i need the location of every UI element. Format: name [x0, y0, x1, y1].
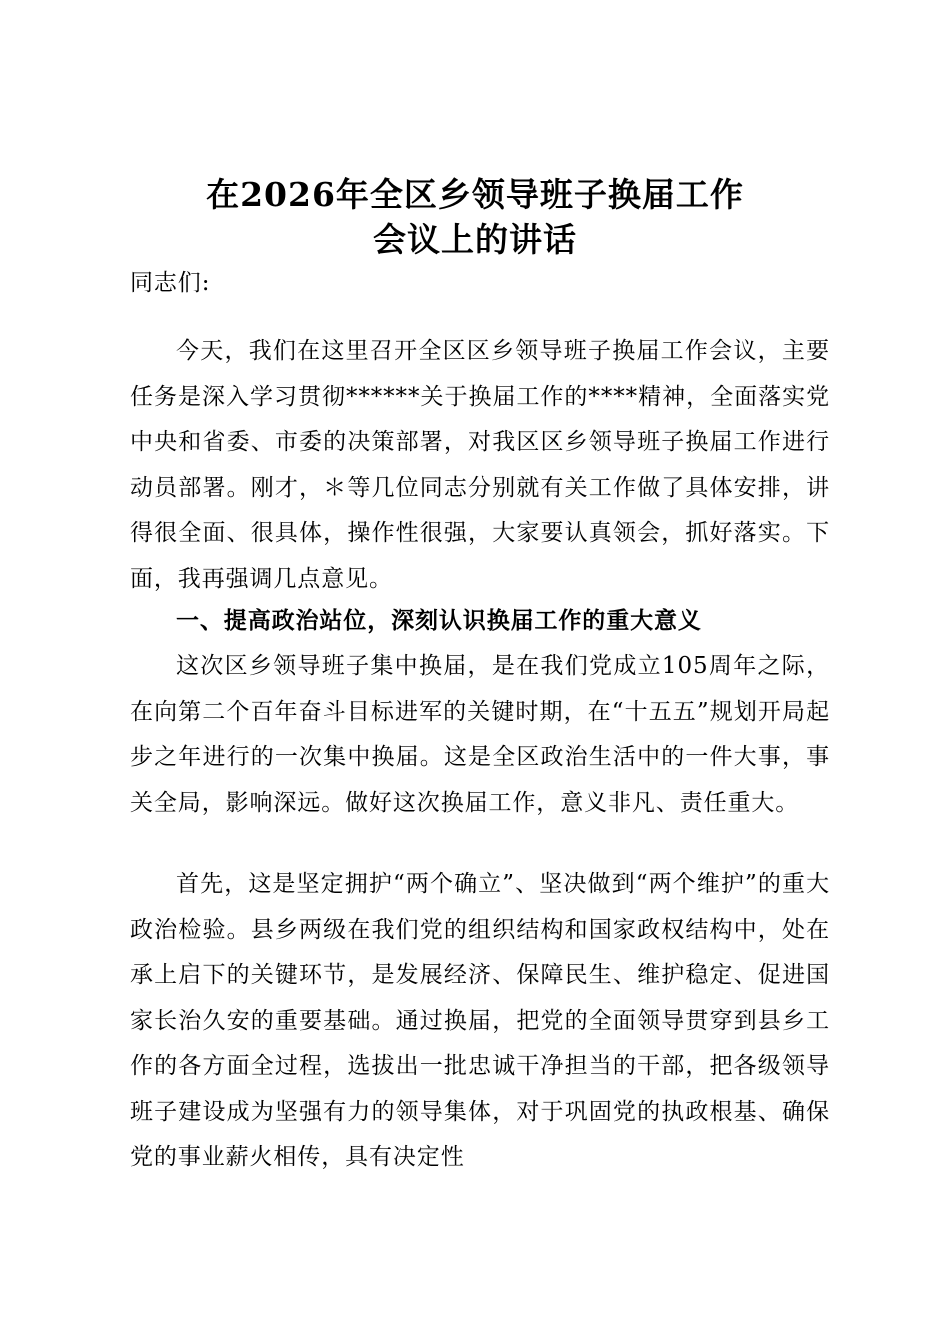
- document-title-line-1: 在2026年全区乡领导班子换届工作: [206, 175, 744, 214]
- section1-paragraph-2: 首先，这是坚定拥护“两个确立”、坚决做到“两个维护”的重大政治检验。县乡两级在我们党的组织结构和国家政权结构中，处在承上启下的关键环节，是发展经济、保障民生、维护稳定、促进国家长治久安的重要基础。通过换届，把党的全面领导贯穿到县乡工作的各方面全过程，选拔出一批忠诚干净担当的干部，把各级领导班子建设成为坚强有力的领导集体，对于巩固党的执政根基、确保党的事业薪火相传，具有决定性: [130, 871, 830, 1170]
- section-heading-1: 一、提高政治站位，深刻认识换届工作的重大意义: [176, 607, 702, 634]
- section1-paragraph-1: 这次区乡领导班子集中换届，是在我们党成立105周年之际，在向第二个百年奋斗目标进军的关键时期，在“十五五”规划开局起步之年进行的一次集中换届。这是全区政治生活中的一件大事，事关全局，影响深远。做好这次换届工作，意义非凡、责任重大。: [130, 653, 830, 816]
- document-title-line-2: 会议上的讲话: [373, 220, 577, 259]
- salutation: 同志们:: [130, 270, 211, 296]
- intro-paragraph: 今天，我们在这里召开全区区乡领导班子换届工作会议，主要任务是深入学习贯彻******关于换届工作的****精神，全面落实党中央和省委、市委的决策部署，对我区区乡领导班子换届工作进行动员部署。刚才，＊等几位同志分别就有关工作做了具体安排，讲得很全面、很具体，操作性很强，大家要认真领会，抓好落实。下面，我再强调几点意见。: [130, 338, 830, 592]
